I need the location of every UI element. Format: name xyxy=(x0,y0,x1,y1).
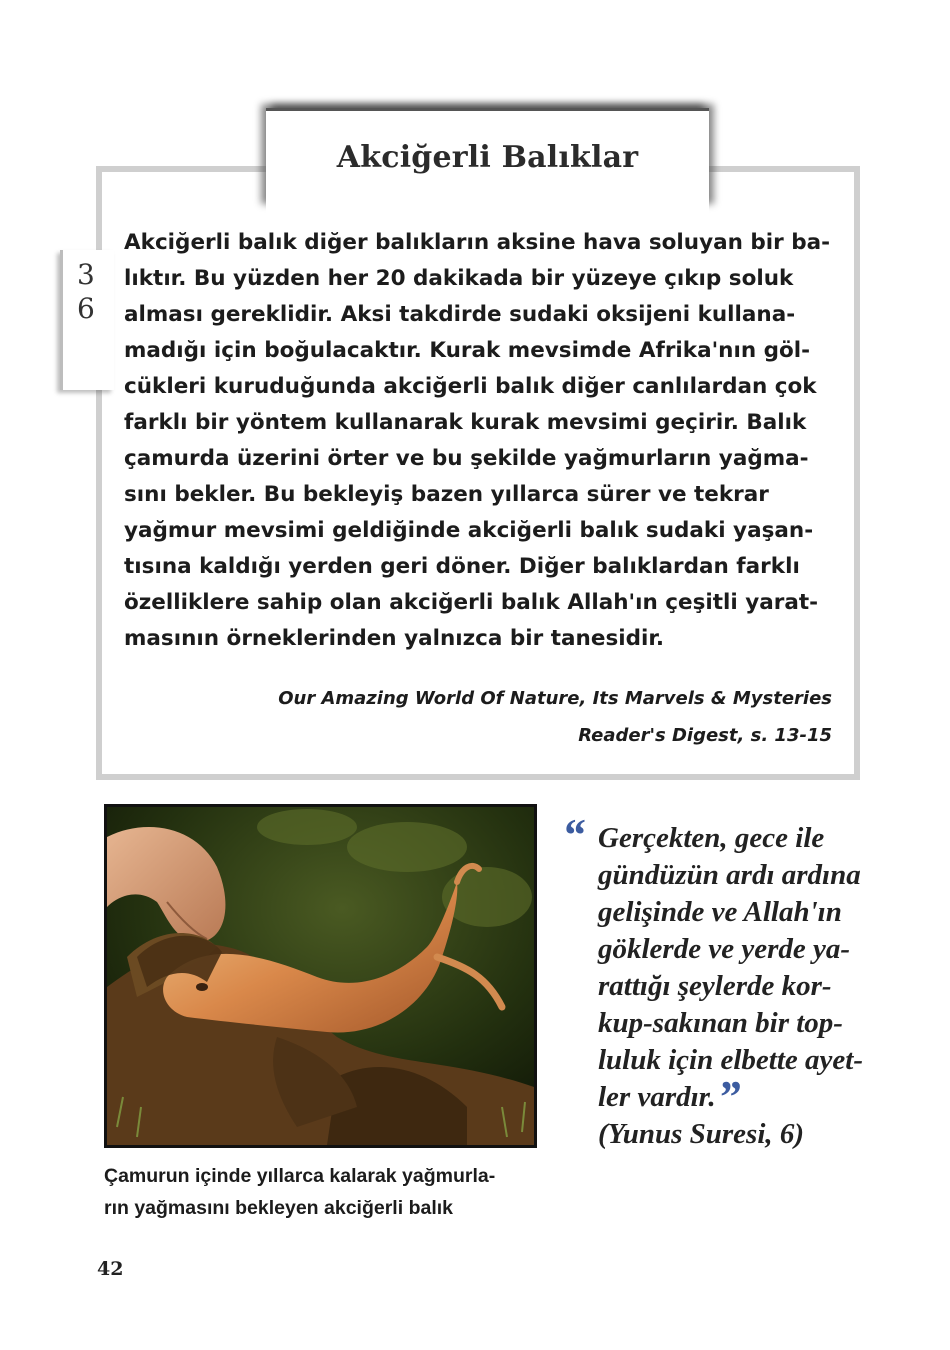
body-line: yağmur mevsimi geldiğinde akciğerli balık sudaki yaşan- xyxy=(124,518,814,543)
body-line: madığı için boğulacaktır. Kurak mevsimde Afrika'nın göl- xyxy=(124,338,811,363)
chapter-number-tab xyxy=(60,250,114,390)
quote-line: göklerde ve yerde ya- xyxy=(598,933,851,965)
body-line: sını bekler. Bu bekleyiş bazen yıllarca sürer ve tekrar xyxy=(124,482,769,507)
body-line: çamurda üzerini örter ve bu şekilde yağmurların yağma- xyxy=(124,446,809,471)
body-line: özelliklere sahip olan akciğerli balık Allah'ın çeşitli yarat- xyxy=(124,590,819,615)
body-line: cükleri kuruduğunda akciğerli balık diğer canlılardan çok xyxy=(124,374,817,399)
quote-line: luluk için elbette ayet- xyxy=(598,1044,863,1076)
body-line: farklı bir yöntem kullanarak kurak mevsimi geçirir. Balık xyxy=(124,410,807,435)
open-quote-mark: “ xyxy=(562,809,585,860)
body-line: alması gereklidir. Aksi takdirde sudaki oksijeni kullana- xyxy=(124,302,796,327)
title-tab-mask xyxy=(266,202,709,218)
body-line: lıktır. Bu yüzden her 20 dakikada bir yüzeye çıkıp soluk xyxy=(124,266,794,291)
close-quote-mark: ” xyxy=(717,1071,741,1122)
article-title-tab xyxy=(266,108,709,208)
source-citation xyxy=(132,680,832,754)
lungfish-photo xyxy=(104,804,537,1148)
body-line: Akciğerli balık diğer balıkların aksine hava soluyan bir ba- xyxy=(124,230,831,255)
caption-line: rın yağmasını bekleyen akciğerli balık xyxy=(104,1197,454,1219)
quote-line: ler vardır. xyxy=(598,1081,716,1113)
quote-reference: (Yunus Suresi, 6) xyxy=(598,1118,805,1150)
quote-last-line xyxy=(598,1071,898,1122)
source-title: Our Amazing World Of Nature, Its Marvels & Mysteries xyxy=(278,688,832,709)
body-line: masının örneklerinden yalnızca bir tanesidir. xyxy=(124,626,665,651)
lungfish-photo-illustration xyxy=(107,807,534,1145)
caption-line: Çamurun içinde yıllarca kalarak yağmurla- xyxy=(104,1165,496,1187)
photo-caption xyxy=(104,1160,544,1224)
page-number: 42 xyxy=(97,1258,124,1280)
quote-line: rattığı şeylerde kor- xyxy=(598,970,832,1002)
body-line: tısına kaldığı yerden geri döner. Diğer balıklardan farklı xyxy=(124,554,800,579)
chapter-digit: 6 xyxy=(77,292,95,325)
verse-quote xyxy=(562,809,898,1153)
quote-line: Gerçekten, gece ile xyxy=(598,822,825,854)
chapter-digit: 3 xyxy=(77,258,95,291)
quote-line: gündüzün ardı ardına xyxy=(598,859,861,891)
quote-line: kup-sakınan bir top- xyxy=(598,1007,843,1039)
article-title: Akciğerli Balıklar xyxy=(336,140,639,175)
source-publisher: Reader's Digest, s. 13-15 xyxy=(578,725,832,746)
quote-line: gelişinde ve Allah'ın xyxy=(598,896,842,928)
article-body xyxy=(124,225,834,657)
